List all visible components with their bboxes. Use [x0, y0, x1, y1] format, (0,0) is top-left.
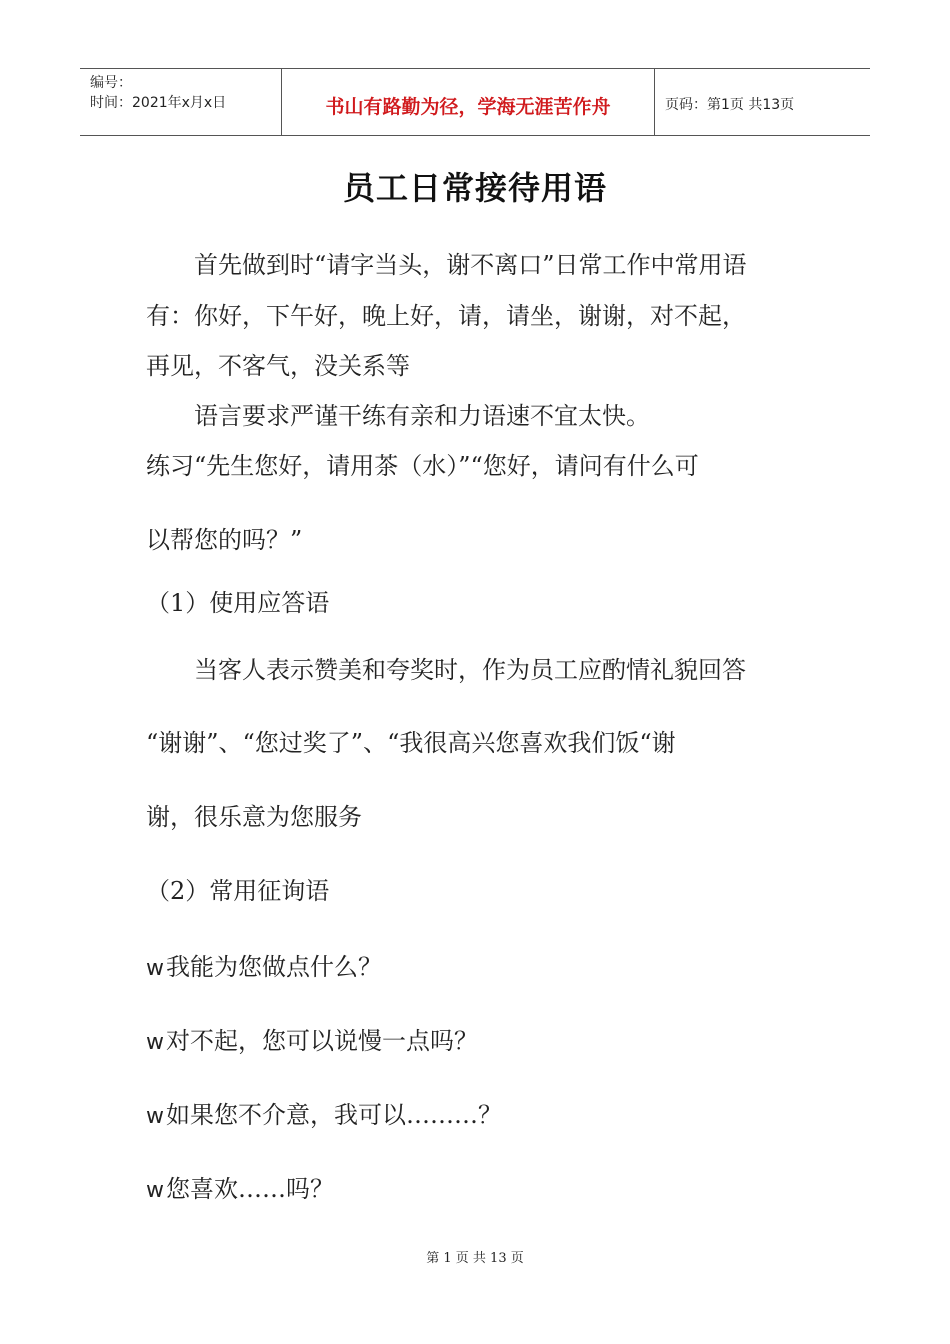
header-meta-cell	[80, 69, 281, 135]
body-line: 当客人表示赞美和夸奖时，作为员工应酌情礼貌回答	[194, 656, 746, 684]
section-heading: （2）常用征询语	[146, 877, 330, 905]
list-item	[146, 1169, 334, 1204]
bullet-marker: w	[146, 1104, 164, 1129]
document-date: 时间：2021年x月x日	[90, 95, 227, 111]
header-page-info: 页码：第1页 共13页	[665, 97, 795, 113]
list-item	[146, 1095, 502, 1130]
document-number-label: 编号：	[90, 75, 132, 91]
header-page-cell	[655, 69, 870, 135]
list-item-text: 您喜欢……吗？	[166, 1175, 334, 1203]
document-title: 员工日常接待用语	[342, 169, 607, 207]
body-line: 谢，很乐意为您服务	[146, 803, 362, 831]
bullet-marker: w	[146, 1030, 164, 1055]
body-line: 有：你好，下午好，晚上好，请，请坐，谢谢，对不起，	[146, 302, 746, 330]
page-footer: 第 1 页 共 13 页	[426, 1251, 524, 1266]
body-line: 首先做到时“请字当头，谢不离口”日常工作中常用语	[194, 251, 747, 279]
bullet-marker: w	[146, 1178, 164, 1203]
list-item-text: 如果您不介意，我可以………？	[166, 1101, 502, 1129]
header-motto: 书山有路勤为径，学海无涯苦作舟	[325, 96, 611, 118]
section-heading: （1）使用应答语	[146, 589, 330, 617]
header-motto-cell	[281, 69, 655, 135]
body-line: “谢谢”、“您过奖了”、“我很高兴您喜欢我们饭“谢	[146, 729, 676, 757]
list-item-text: 我能为您做点什么？	[166, 953, 382, 981]
document-header	[80, 68, 870, 136]
bullet-marker: w	[146, 956, 164, 981]
body-line: 语言要求严谨干练有亲和力语速不宜太快。	[194, 402, 650, 430]
body-line: 以帮您的吗？”	[146, 526, 303, 554]
body-line: 练习“先生您好，请用茶（水）”“您好，请问有什么可	[146, 452, 699, 480]
list-item	[146, 1021, 478, 1056]
list-item-text: 对不起，您可以说慢一点吗？	[166, 1027, 478, 1055]
body-line: 再见，不客气，没关系等	[146, 352, 410, 380]
list-item	[146, 947, 382, 982]
